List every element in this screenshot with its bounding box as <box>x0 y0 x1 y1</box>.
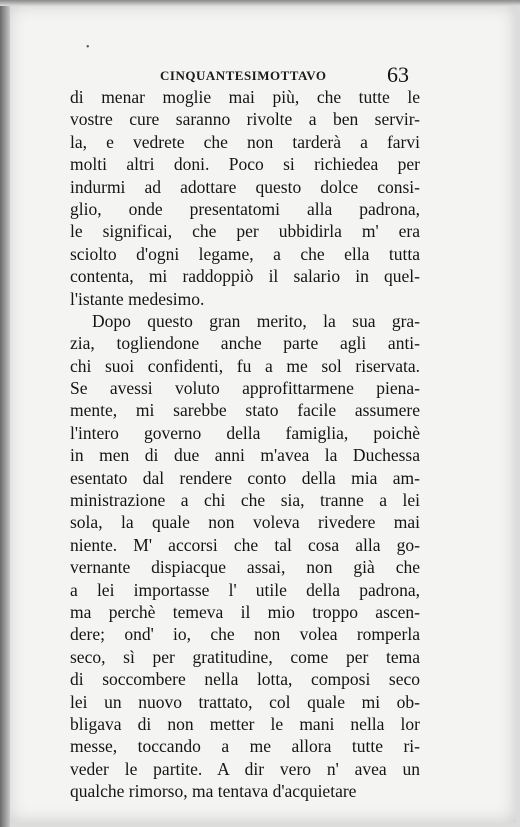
text-line: bligava di non metter le mani nella lor <box>70 713 420 734</box>
body-text <box>70 86 420 803</box>
text-line: molti altri doni. Poco si richiedea per <box>70 154 420 175</box>
text-line: l'istante medesimo. <box>70 288 205 309</box>
text-line: vostre cure saranno rivolte a ben servir- <box>70 109 420 130</box>
text-line: contenta, mi raddoppiò il salario in quel- <box>70 266 420 287</box>
page-gutter-shadow <box>0 0 10 827</box>
text-line: Dopo questo gran merito, la sua gra- <box>92 310 420 331</box>
text-line: le significai, che per ubbidirla m' era <box>70 221 420 242</box>
text-line: dere; ond' io, che non volea romperla <box>70 624 420 645</box>
text-line: lei un nuovo trattato, col quale mi ob- <box>70 691 420 712</box>
ink-speck: • <box>86 42 90 53</box>
text-line: di soccombere nella lotta, composi seco <box>70 669 420 690</box>
text-line: zia, togliendone anche parte agli anti- <box>70 333 420 354</box>
text-line: seco, sì per gratitudine, come per tema <box>70 646 420 667</box>
text-line: niente. M' accorsi che tal cosa alla go- <box>70 534 420 555</box>
text-line: la, e vedrete che non tarderà a farvi <box>70 131 420 152</box>
text-line: l'intero governo della famiglia, poichè <box>70 422 420 443</box>
running-title: CINQUANTESIMOTTAVO <box>160 68 327 83</box>
text-line: di menar moglie mai più, che tutte le <box>70 87 420 107</box>
text-line: sola, la quale non voleva rivedere mai <box>70 512 420 533</box>
text-line: chi suoi confidenti, fu a me sol riservata. <box>70 355 420 376</box>
text-line: ma perchè temeva il mio troppo ascen- <box>70 601 420 622</box>
text-line: qualche rimorso, ma tentava d'acquietare <box>70 781 357 802</box>
text-line: veder le partite. A dir vero n' avea un <box>70 758 420 779</box>
text-line: vernante dispiacque assai, non già che <box>70 557 420 578</box>
text-line: glio, onde presentatomi alla padrona, <box>70 198 420 219</box>
text-line: esentato dal rendere conto della mia am- <box>70 467 420 488</box>
text-line: ministrazione a chi che sia, tranne a lei <box>70 490 420 511</box>
text-line: messe, toccando a me allora tutte ri- <box>70 736 420 757</box>
text-line: a lei importasse l' utile della padrona, <box>70 579 420 600</box>
text-line: Se avessi voluto approfittarmene piena- <box>70 378 420 399</box>
text-line: sciolto d'ogni legame, a che ella tutta <box>70 243 420 264</box>
text-line: in men di due anni m'avea la Duchessa <box>70 445 420 466</box>
page-number: 63 <box>387 62 409 87</box>
text-line: indurmi ad adottare questo dolce consi- <box>70 176 420 197</box>
text-line: mente, mi sarebbe stato facile assumere <box>70 400 420 421</box>
page-top-shadow <box>0 0 520 6</box>
